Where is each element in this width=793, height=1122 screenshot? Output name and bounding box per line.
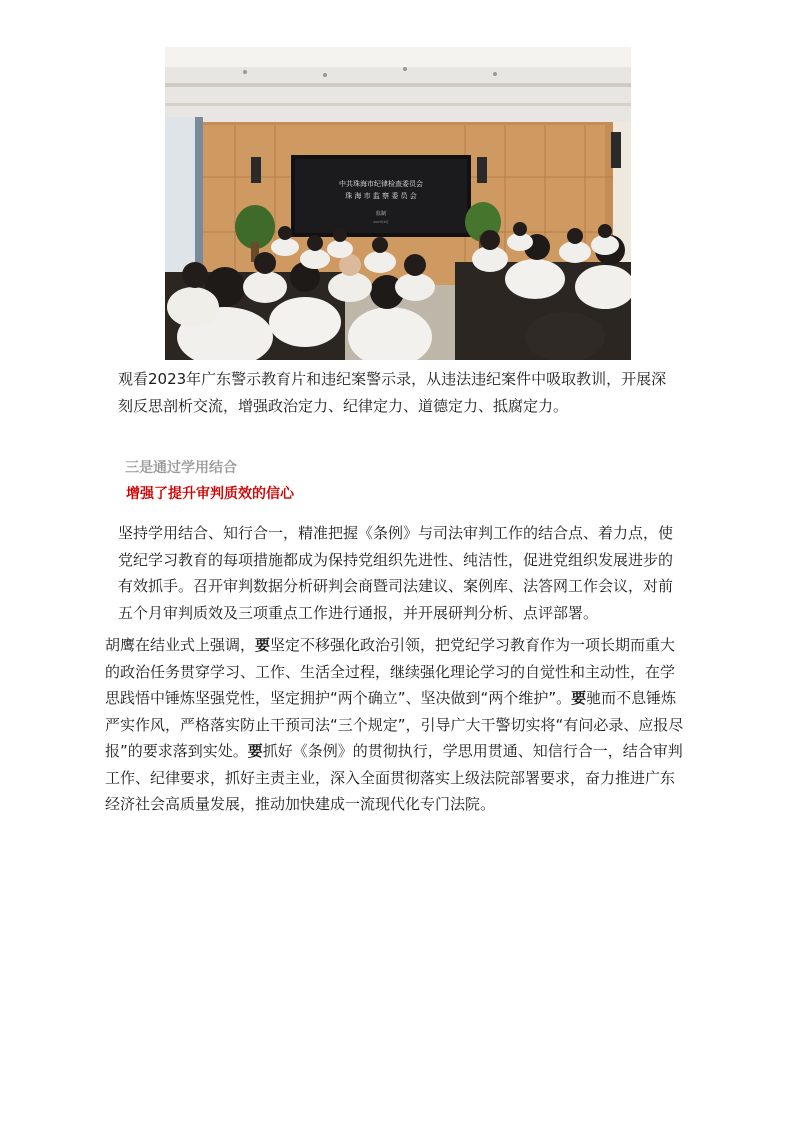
- meeting-photo: [165, 47, 631, 360]
- body-paragraph-2: [105, 632, 688, 818]
- para2-text-4: 抓好《条例》的贯彻执行，学思用贯通、知信行合一，结合审判工作、纪律要求，抓好主责主业，深入全面贯彻落实上级法院部署要求，奋力推进广东经济社会高质量发展，推动加快建成一流现代化专门法院。: [105, 742, 683, 813]
- body-paragraph-1: 坚持学用结合、知行合一，精准把握《条例》与司法审判工作的结合点、着力点，使党纪学习教育的每项措施都成为保持党组织先进性、纯洁性，促进党组织发展进步的有效抓手。召开审判数据分析研判会商暨司法建议、案例库、法答网工作会议，对前五个月审判质效及三项重点工作进行通报，并开展研判分析、点评部署。: [118, 524, 674, 622]
- para2-text-2: 坚定不移强化政治引领，把党纪学习教育作为一项长期而重大的政治任务贯穿学习、工作、生活全过程，继续强化理论学习的自觉性和主动性，在学思践悟中锤炼坚强党性，坚定拥护“两个确立”、坚决做到“两个维护”。: [105, 636, 676, 707]
- section-subheading: 增强了提升审判质效的信心: [126, 486, 294, 502]
- screen-text-1: 中共珠海市纪律检查委员会: [339, 180, 423, 188]
- photo-caption: 观看2023年广东警示教育片和违纪案警示录，从违法违纪案件中吸取教训，开展深刻反思剖析交流，增强政治定力、纪律定力、道德定力、抵腐定力。: [118, 370, 667, 415]
- screen-text-4: 2023年8月: [373, 220, 389, 224]
- para2-text-1: 胡鹰在结业式上强调，: [105, 636, 256, 654]
- para2-emphasis-1: 要: [255, 636, 271, 654]
- screen-text-3: 监制: [375, 211, 387, 217]
- para2-text-3: 驰而不息锤炼严实作风，严格落实防止干预司法“三个规定”，引导广大干警切实将“有问必录、应报尽报”的要求落到实处。: [105, 689, 684, 760]
- para2-emphasis-3: 要: [247, 742, 263, 760]
- para2-emphasis-2: 要: [571, 689, 587, 707]
- screen-text-2: 珠 海 市 监 察 委 员 会: [345, 192, 417, 200]
- section-heading: 三是通过学用结合: [125, 460, 237, 476]
